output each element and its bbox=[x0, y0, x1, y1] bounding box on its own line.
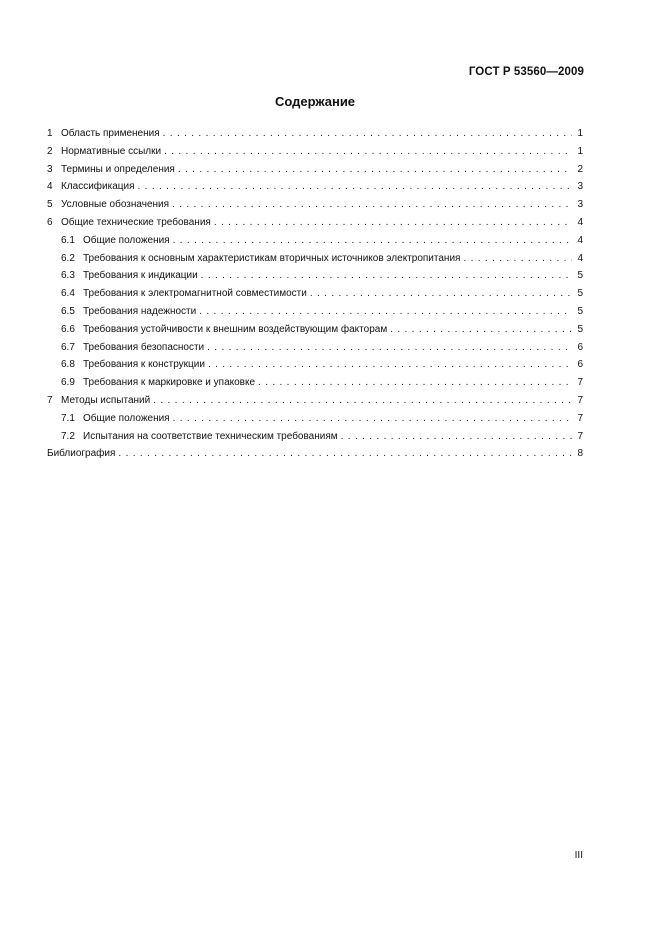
toc-entry-page: 5 bbox=[577, 288, 583, 300]
toc-dot-leader bbox=[118, 445, 572, 463]
toc-entry[interactable] bbox=[47, 178, 583, 196]
toc-entry-number: 6.5 bbox=[61, 305, 75, 317]
toc-entry[interactable] bbox=[47, 303, 583, 321]
toc-entry-number: 6.4 bbox=[61, 288, 75, 300]
toc-entry-page: 5 bbox=[577, 305, 583, 317]
toc-entry[interactable] bbox=[47, 250, 583, 268]
toc-dot-leader bbox=[463, 250, 572, 268]
toc-dot-leader bbox=[138, 178, 572, 196]
toc-entry[interactable] bbox=[47, 428, 583, 446]
toc-entry-page: 7 bbox=[577, 412, 583, 424]
toc-entry-page: 7 bbox=[577, 394, 583, 406]
toc-entry-label: Методы испытаний bbox=[61, 394, 151, 406]
toc-dot-leader bbox=[208, 356, 572, 374]
toc-entry-page: 1 bbox=[577, 145, 583, 157]
toc-entry-page: 6 bbox=[577, 341, 583, 353]
toc-entry[interactable] bbox=[47, 285, 583, 303]
toc-entry-page: 4 bbox=[577, 216, 583, 228]
toc-entry[interactable] bbox=[47, 356, 583, 374]
toc-entry-number: 4 bbox=[47, 181, 53, 193]
toc-entry-page: 4 bbox=[577, 252, 583, 264]
toc-entry[interactable] bbox=[47, 445, 583, 463]
toc-entry-number: 7.1 bbox=[61, 412, 75, 424]
toc-entry-number: 6.8 bbox=[61, 359, 75, 371]
toc-entry-number: 6.9 bbox=[61, 377, 75, 389]
toc-entry-label: Классификация bbox=[61, 181, 135, 193]
toc-dot-leader bbox=[207, 339, 572, 357]
toc-dot-leader bbox=[163, 125, 572, 143]
toc-entry[interactable] bbox=[47, 321, 583, 339]
toc-dot-leader bbox=[341, 428, 572, 446]
toc-title: Содержание bbox=[274, 94, 356, 109]
toc-dot-leader bbox=[172, 196, 572, 214]
toc-entry-number: 5 bbox=[47, 199, 53, 211]
toc-entry[interactable] bbox=[47, 196, 583, 214]
toc-entry-page: 8 bbox=[577, 448, 583, 460]
toc-entry[interactable] bbox=[47, 410, 583, 428]
document-code: ГОСТ Р 53560—2009 bbox=[468, 66, 584, 78]
toc-entry-number: 3 bbox=[47, 163, 53, 175]
toc-entry[interactable] bbox=[47, 125, 583, 143]
toc-entry-label: Требования к основным характеристикам вторичных источников электропитания bbox=[83, 252, 461, 264]
toc-entry-page: 7 bbox=[577, 377, 583, 389]
toc-entry-number: 7.2 bbox=[61, 430, 75, 442]
page-number: III bbox=[574, 850, 583, 861]
toc-entry-number: 7 bbox=[47, 394, 53, 406]
toc-entry-label: Требования безопасности bbox=[83, 341, 205, 353]
toc-dot-leader bbox=[153, 392, 572, 410]
toc-entry-number: 2 bbox=[47, 145, 53, 157]
toc-entry-page: 3 bbox=[577, 199, 583, 211]
toc-dot-leader bbox=[258, 374, 572, 392]
toc-entry[interactable] bbox=[47, 214, 583, 232]
toc-entry-label: Общие технические требования bbox=[61, 216, 211, 228]
toc-entry-label: Нормативные ссылки bbox=[61, 145, 162, 157]
toc-dot-leader bbox=[214, 214, 572, 232]
table-of-contents bbox=[47, 125, 583, 463]
toc-entry-number: 6.3 bbox=[61, 270, 75, 282]
toc-dot-leader bbox=[173, 410, 572, 428]
toc-dot-leader bbox=[164, 143, 572, 161]
toc-entry-label: Требования к конструкции bbox=[83, 359, 205, 371]
toc-dot-leader bbox=[199, 303, 572, 321]
toc-entry-label: Общие положения bbox=[83, 412, 170, 424]
toc-entry-number: 6 bbox=[47, 216, 53, 228]
toc-dot-leader bbox=[390, 321, 572, 339]
toc-entry-page: 2 bbox=[577, 163, 583, 175]
toc-entry-number: 1 bbox=[47, 128, 53, 139]
toc-entry-number: 6.6 bbox=[61, 323, 75, 335]
toc-entry-label: Испытания на соответствие техническим требованиям bbox=[83, 430, 338, 442]
toc-dot-leader bbox=[178, 161, 572, 179]
toc-dot-leader bbox=[173, 232, 572, 250]
toc-dot-leader bbox=[201, 267, 572, 285]
toc-entry-label: Требования к индикации bbox=[83, 270, 198, 282]
toc-entry-page: 5 bbox=[577, 323, 583, 335]
toc-entry-page: 7 bbox=[577, 430, 583, 442]
toc-entry-page: 6 bbox=[577, 359, 583, 371]
toc-entry-number: 6.2 bbox=[61, 252, 75, 264]
toc-entry-number: 6.7 bbox=[61, 341, 75, 353]
toc-entry[interactable] bbox=[47, 143, 583, 161]
toc-entry[interactable] bbox=[47, 374, 583, 392]
toc-entry-page: 1 bbox=[577, 128, 583, 139]
toc-entry-label: Область применения bbox=[61, 128, 160, 139]
toc-entry-label: Общие положения bbox=[83, 234, 170, 246]
toc-entry-label: Требования устойчивости к внешним воздействующим факторам bbox=[83, 323, 388, 335]
toc-entry-label: Требования к электромагнитной совместимости bbox=[83, 288, 307, 300]
toc-entry-label: Условные обозначения bbox=[61, 199, 170, 211]
toc-entry[interactable] bbox=[47, 232, 583, 250]
toc-entry-page: 5 bbox=[577, 270, 583, 282]
toc-entry-page: 4 bbox=[577, 234, 583, 246]
toc-entry-label: Термины и определения bbox=[61, 163, 175, 175]
toc-dot-leader bbox=[310, 285, 572, 303]
toc-entry-number: 6.1 bbox=[61, 234, 75, 246]
toc-entry[interactable] bbox=[47, 339, 583, 357]
toc-entry[interactable] bbox=[47, 161, 583, 179]
toc-entry-label: Требования к маркировке и упаковке bbox=[83, 377, 256, 389]
toc-entry[interactable] bbox=[47, 267, 583, 285]
toc-entry-label: Библиография bbox=[47, 448, 116, 460]
toc-entry[interactable] bbox=[47, 392, 583, 410]
toc-entry-label: Требования надежности bbox=[83, 305, 197, 317]
toc-entry-page: 3 bbox=[577, 181, 583, 193]
